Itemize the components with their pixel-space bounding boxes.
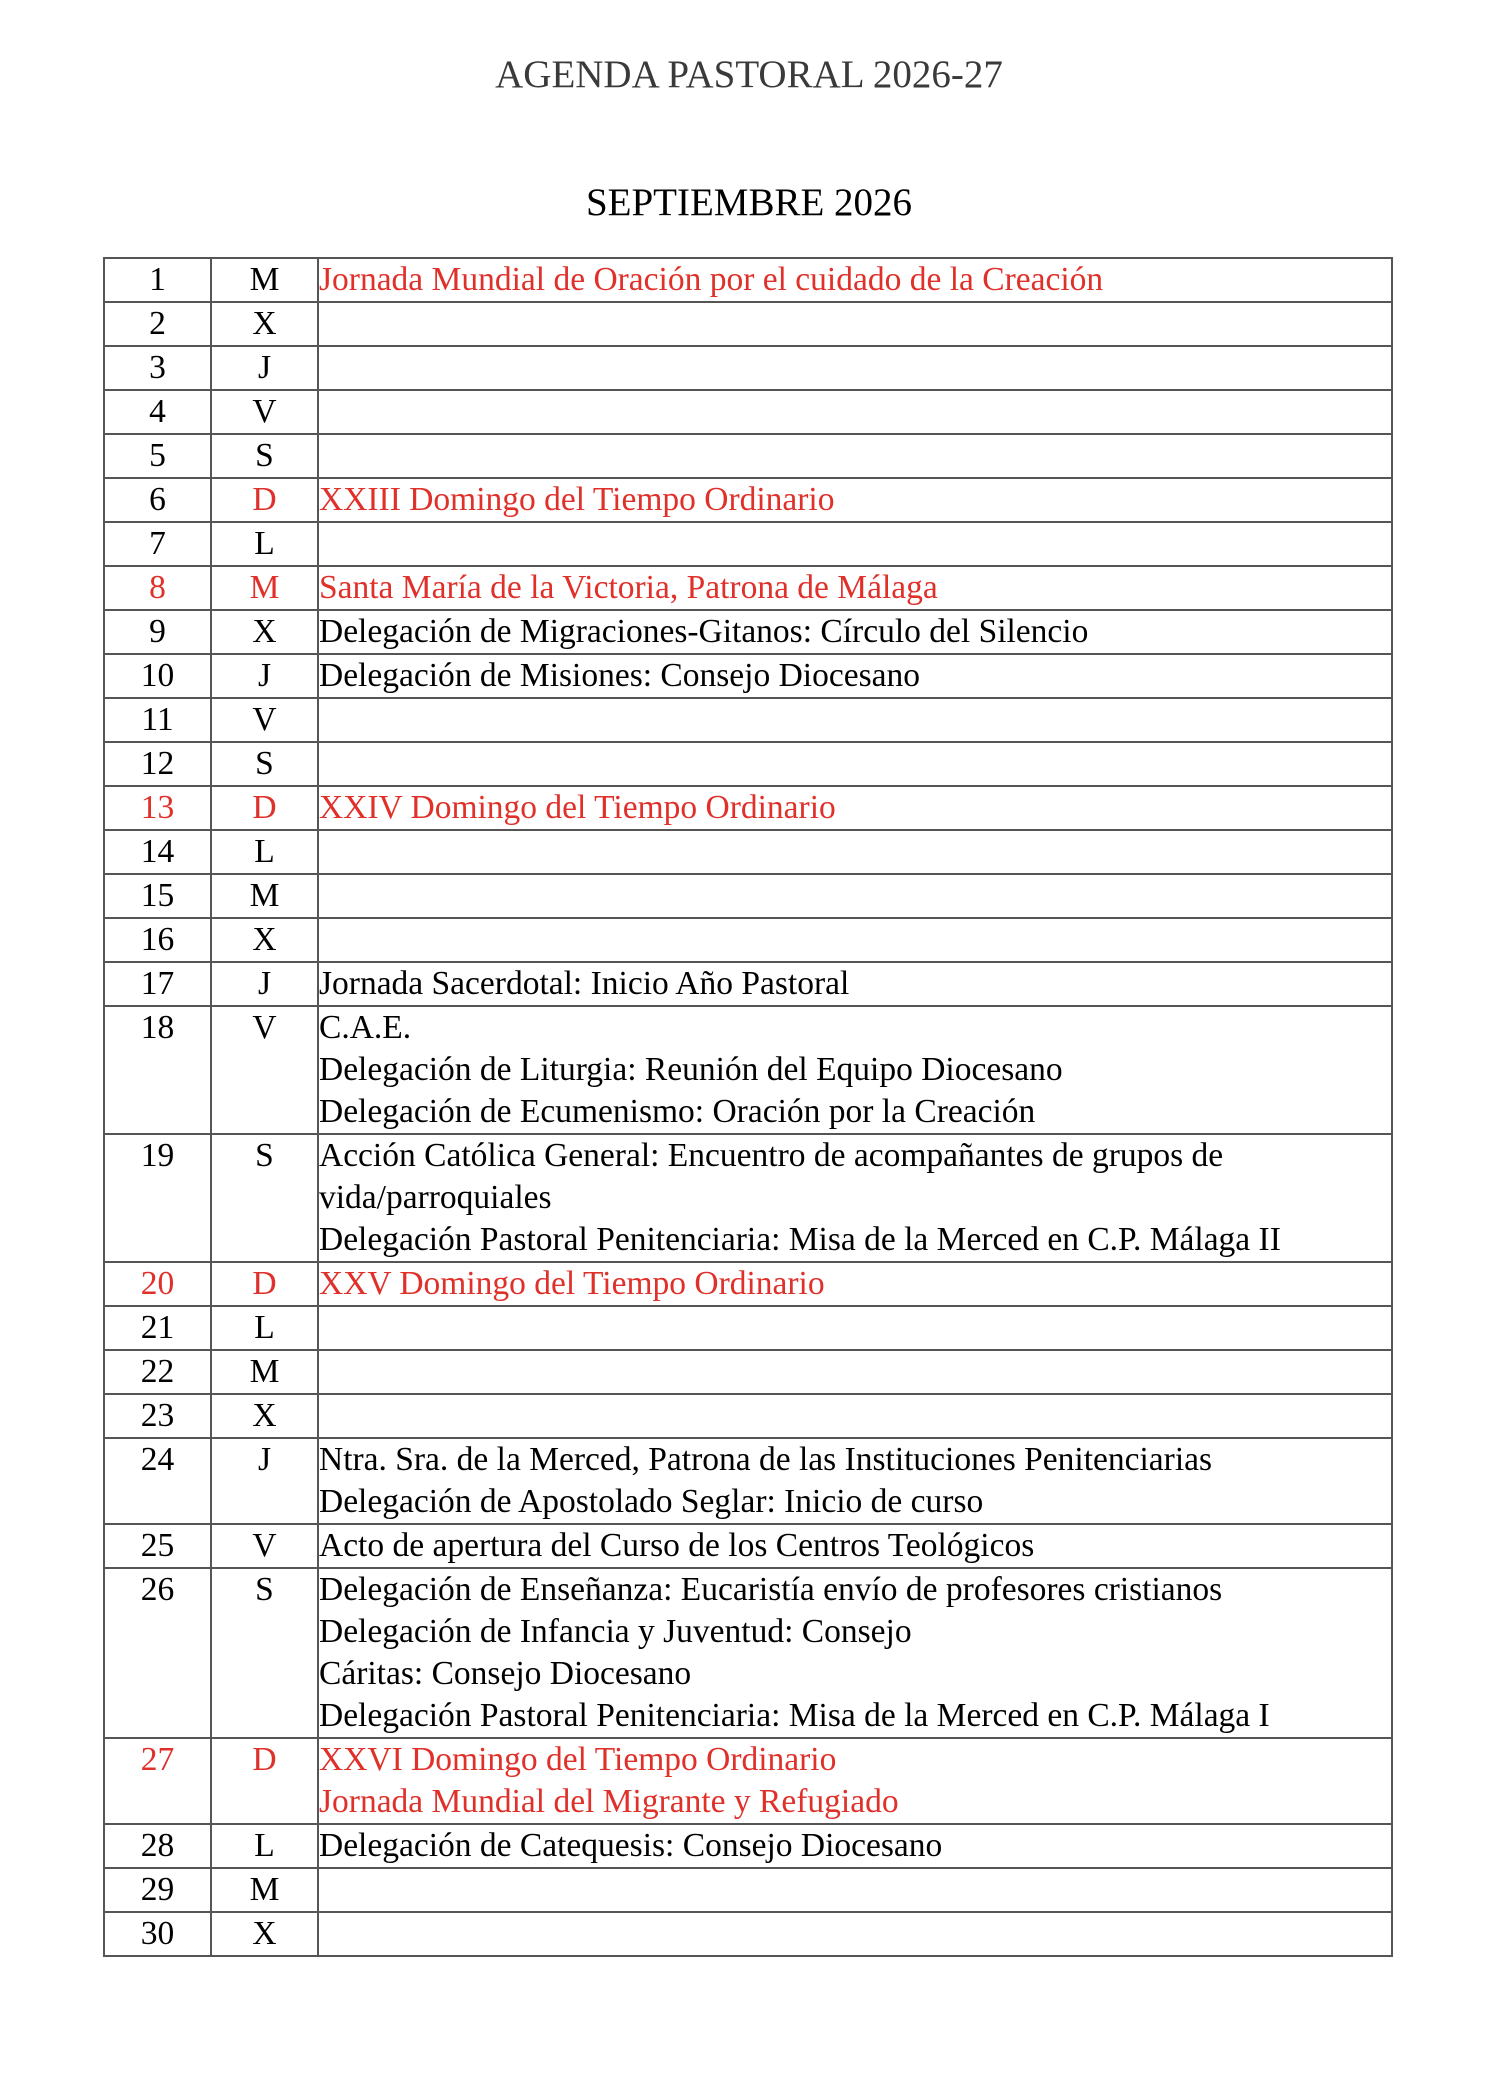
- table-row: [104, 434, 1392, 478]
- event-item: Delegación de Infancia y Juventud: Consejo: [319, 1613, 912, 1650]
- weekday-letter: D: [211, 1262, 318, 1306]
- weekday-letter: S: [211, 434, 318, 478]
- event-item: Delegación de Enseñanza: Eucaristía envío de profesores cristianos: [319, 1571, 1223, 1608]
- weekday-letter: D: [211, 478, 318, 522]
- day-number: 22: [104, 1350, 211, 1394]
- events-cell: [318, 654, 1392, 698]
- event-item: Delegación de Ecumenismo: Oración por la Creación: [319, 1093, 1036, 1130]
- day-number: 11: [104, 698, 211, 742]
- events-cell: [318, 1868, 1392, 1912]
- event-item: XXV Domingo del Tiempo Ordinario: [319, 1265, 825, 1302]
- events-cell: [318, 610, 1392, 654]
- day-number: 10: [104, 654, 211, 698]
- table-row: [104, 1868, 1392, 1912]
- table-row: [104, 698, 1392, 742]
- table-row: [104, 478, 1392, 522]
- events-cell: [318, 1568, 1392, 1738]
- events-cell: [318, 1306, 1392, 1350]
- weekday-letter: L: [211, 1306, 318, 1350]
- weekday-letter: V: [211, 1006, 318, 1134]
- weekday-letter: X: [211, 1394, 318, 1438]
- weekday-letter: X: [211, 610, 318, 654]
- weekday-letter: M: [211, 258, 318, 302]
- table-row: [104, 830, 1392, 874]
- events-cell: [318, 1824, 1392, 1868]
- table-row: [104, 1134, 1392, 1262]
- weekday-letter: L: [211, 1824, 318, 1868]
- table-row: [104, 1824, 1392, 1868]
- events-cell: [318, 258, 1392, 302]
- weekday-letter: D: [211, 786, 318, 830]
- events-cell: [318, 786, 1392, 830]
- events-cell: [318, 874, 1392, 918]
- table-row: [104, 302, 1392, 346]
- event-item: Acción Católica General: Encuentro de acompañantes de grupos de vida/parroquiales: [319, 1137, 1224, 1216]
- event-item: Delegación de Migraciones-Gitanos: Círculo del Silencio: [319, 613, 1089, 650]
- weekday-letter: M: [211, 874, 318, 918]
- day-number: 16: [104, 918, 211, 962]
- event-item: C.A.E.: [319, 1009, 412, 1046]
- document-title: AGENDA PASTORAL 2026-27: [495, 53, 1003, 96]
- day-number: 21: [104, 1306, 211, 1350]
- table-row: [104, 1350, 1392, 1394]
- weekday-letter: X: [211, 302, 318, 346]
- events-cell: [318, 1262, 1392, 1306]
- day-number: 12: [104, 742, 211, 786]
- weekday-letter: J: [211, 346, 318, 390]
- events-cell: [318, 1438, 1392, 1524]
- events-cell: [318, 918, 1392, 962]
- event-item: Acto de apertura del Curso de los Centros Teológicos: [319, 1527, 1035, 1564]
- weekday-letter: L: [211, 522, 318, 566]
- day-number: 9: [104, 610, 211, 654]
- day-number: 6: [104, 478, 211, 522]
- events-cell: [318, 390, 1392, 434]
- table-row: [104, 346, 1392, 390]
- day-number: 29: [104, 1868, 211, 1912]
- day-number: 13: [104, 786, 211, 830]
- events-cell: [318, 302, 1392, 346]
- events-cell: [318, 1006, 1392, 1134]
- weekday-letter: S: [211, 742, 318, 786]
- event-item: Cáritas: Consejo Diocesano: [319, 1655, 692, 1692]
- weekday-letter: M: [211, 1868, 318, 1912]
- table-row: [104, 1306, 1392, 1350]
- events-cell: [318, 478, 1392, 522]
- event-item: Santa María de la Victoria, Patrona de Málaga: [319, 569, 938, 606]
- table-row: [104, 786, 1392, 830]
- weekday-letter: J: [211, 1438, 318, 1524]
- events-cell: [318, 1350, 1392, 1394]
- event-item: XXIV Domingo del Tiempo Ordinario: [319, 789, 836, 826]
- day-number: 23: [104, 1394, 211, 1438]
- table-row: [104, 874, 1392, 918]
- events-cell: [318, 566, 1392, 610]
- weekday-letter: S: [211, 1568, 318, 1738]
- table-row: [104, 1568, 1392, 1738]
- event-item: Delegación Pastoral Penitenciaria: Misa de la Merced en C.P. Málaga I: [319, 1697, 1270, 1734]
- weekday-letter: V: [211, 698, 318, 742]
- weekday-letter: V: [211, 1524, 318, 1568]
- events-cell: [318, 346, 1392, 390]
- events-cell: [318, 1524, 1392, 1568]
- day-number: 25: [104, 1524, 211, 1568]
- events-cell: [318, 962, 1392, 1006]
- table-row: [104, 610, 1392, 654]
- day-number: 28: [104, 1824, 211, 1868]
- day-number: 30: [104, 1912, 211, 1956]
- events-cell: [318, 830, 1392, 874]
- event-item: Ntra. Sra. de la Merced, Patrona de las Instituciones Penitenciarias: [319, 1441, 1213, 1478]
- events-cell: [318, 742, 1392, 786]
- events-cell: [318, 434, 1392, 478]
- weekday-letter: M: [211, 566, 318, 610]
- day-number: 17: [104, 962, 211, 1006]
- day-number: 19: [104, 1134, 211, 1262]
- weekday-letter: M: [211, 1350, 318, 1394]
- day-number: 3: [104, 346, 211, 390]
- table-row: [104, 654, 1392, 698]
- events-cell: [318, 1134, 1392, 1262]
- table-row: [104, 522, 1392, 566]
- day-number: 4: [104, 390, 211, 434]
- event-item: Jornada Mundial del Migrante y Refugiado: [319, 1783, 899, 1820]
- weekday-letter: X: [211, 1912, 318, 1956]
- day-number: 2: [104, 302, 211, 346]
- day-number: 26: [104, 1568, 211, 1738]
- day-number: 15: [104, 874, 211, 918]
- day-number: 7: [104, 522, 211, 566]
- events-cell: [318, 1912, 1392, 1956]
- weekday-letter: S: [211, 1134, 318, 1262]
- table-row: [104, 1738, 1392, 1824]
- event-item: XXIII Domingo del Tiempo Ordinario: [319, 481, 835, 518]
- day-number: 20: [104, 1262, 211, 1306]
- table-row: [104, 390, 1392, 434]
- day-number: 24: [104, 1438, 211, 1524]
- day-number: 1: [104, 258, 211, 302]
- agenda-body: [104, 258, 1392, 1956]
- day-number: 14: [104, 830, 211, 874]
- event-item: Delegación de Apostolado Seglar: Inicio de curso: [319, 1483, 984, 1520]
- weekday-letter: V: [211, 390, 318, 434]
- table-row: [104, 742, 1392, 786]
- day-number: 8: [104, 566, 211, 610]
- day-number: 5: [104, 434, 211, 478]
- table-row: [104, 1438, 1392, 1524]
- weekday-letter: J: [211, 654, 318, 698]
- day-number: 18: [104, 1006, 211, 1134]
- table-row: [104, 962, 1392, 1006]
- month-title: SEPTIEMBRE 2026: [585, 181, 913, 224]
- table-row: [104, 918, 1392, 962]
- event-item: Delegación de Liturgia: Reunión del Equipo Diocesano: [319, 1051, 1063, 1088]
- event-item: Delegación Pastoral Penitenciaria: Misa de la Merced en C.P. Málaga II: [319, 1221, 1281, 1258]
- events-cell: [318, 522, 1392, 566]
- table-row: [104, 1262, 1392, 1306]
- weekday-letter: J: [211, 962, 318, 1006]
- event-item: Delegación de Catequesis: Consejo Diocesano: [319, 1827, 943, 1864]
- weekday-letter: X: [211, 918, 318, 962]
- event-item: Jornada Mundial de Oración por el cuidado de la Creación: [319, 261, 1104, 298]
- agenda-table: [103, 257, 1393, 1957]
- weekday-letter: L: [211, 830, 318, 874]
- events-cell: [318, 1394, 1392, 1438]
- weekday-letter: D: [211, 1738, 318, 1824]
- event-item: Delegación de Misiones: Consejo Diocesano: [319, 657, 921, 694]
- table-row: [104, 1524, 1392, 1568]
- events-cell: [318, 1738, 1392, 1824]
- table-row: [104, 1006, 1392, 1134]
- event-item: XXVI Domingo del Tiempo Ordinario: [319, 1741, 837, 1778]
- table-row: [104, 566, 1392, 610]
- table-row: [104, 1394, 1392, 1438]
- event-item: Jornada Sacerdotal: Inicio Año Pastoral: [319, 965, 850, 1002]
- events-cell: [318, 698, 1392, 742]
- table-row: [104, 258, 1392, 302]
- day-number: 27: [104, 1738, 211, 1824]
- table-row: [104, 1912, 1392, 1956]
